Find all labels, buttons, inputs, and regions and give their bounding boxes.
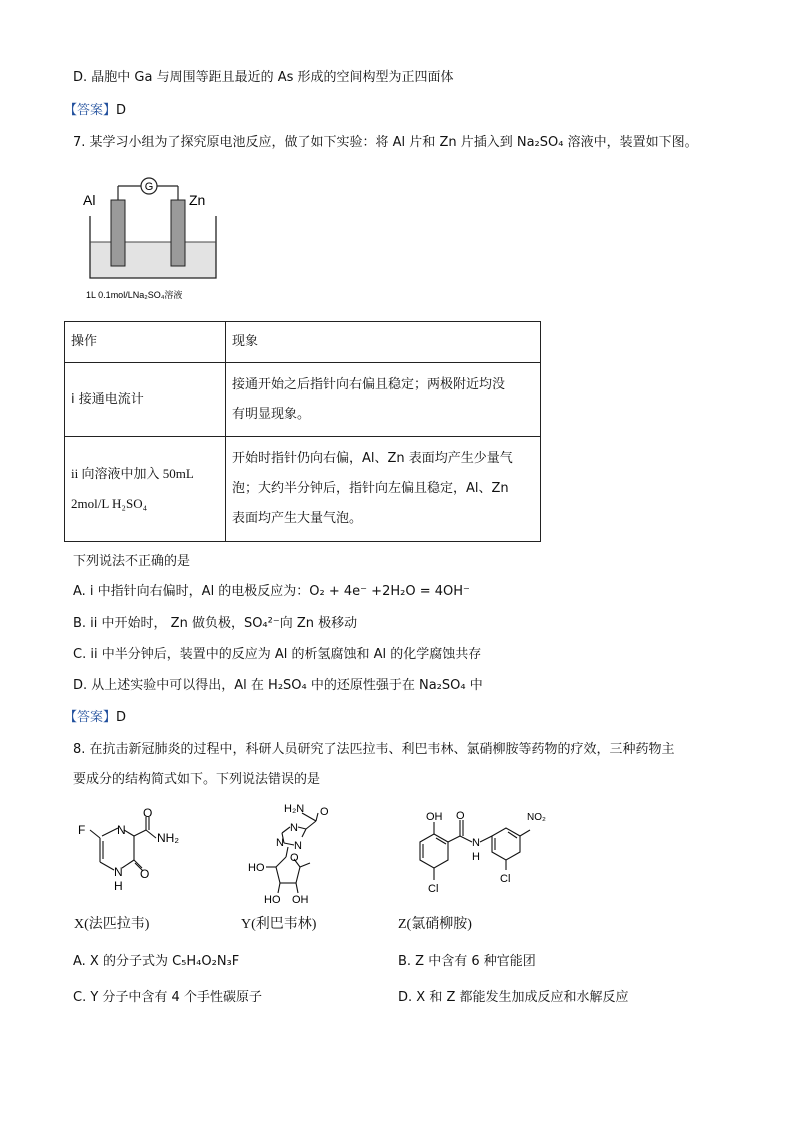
svg-text:HO: HO bbox=[264, 894, 281, 906]
svg-text:O: O bbox=[140, 867, 150, 881]
answer-value: D bbox=[116, 103, 127, 118]
al-label: Al bbox=[83, 192, 96, 208]
svg-text:OH: OH bbox=[426, 811, 443, 823]
answer-bracket: 【答案】 bbox=[64, 103, 117, 118]
solution-caption: 1L 0.1mol/LNa₂SO₄溶液 bbox=[86, 290, 183, 300]
row2-phenomenon: 开始时指针仍向右偏，Al、Zn 表面均产生少量气 泡；大约半分钟后，指针向左偏且稳定，Al、Zn 表面均产生大量气泡。 bbox=[226, 437, 541, 542]
structure-x-favipiravir bbox=[74, 808, 184, 900]
svg-text:NH₂: NH₂ bbox=[157, 831, 179, 845]
structure-z-niclosamide bbox=[412, 800, 562, 906]
q7-answer bbox=[64, 706, 126, 725]
header-phenomenon: 现象 bbox=[226, 322, 541, 363]
svg-text:O: O bbox=[143, 808, 153, 820]
answer-bracket: 【答案】 bbox=[64, 710, 117, 725]
q8-option-c: C. Y 分子中含有 4 个手性碳原子 bbox=[73, 990, 262, 1005]
svg-text:H₂N: H₂N bbox=[284, 803, 305, 815]
q7-prompt: 下列说法不正确的是 bbox=[73, 554, 191, 569]
caption-z: Z(氯硝柳胺) bbox=[398, 917, 472, 932]
row1-phenomenon: 接通开始之后指针向右偏且稳定；两极附近均没 有明显现象。 bbox=[226, 363, 541, 437]
q8-stem-line1: 8. 在抗击新冠肺炎的过程中，科研人员研究了法匹拉韦、利巴韦林、氯硝柳胺等药物的疗效，三种药物主 bbox=[73, 742, 675, 757]
svg-text:N: N bbox=[472, 837, 480, 849]
prev-answer bbox=[64, 99, 126, 118]
caption-y: Y(利巴韦林) bbox=[241, 917, 317, 932]
prev-option-d: D. 晶胞中 Ga 与周围等距且最近的 As 形成的空间构型为正四面体 bbox=[73, 70, 454, 85]
svg-text:N: N bbox=[276, 837, 284, 849]
electrolyte-solution bbox=[90, 242, 216, 278]
q8-option-b: B. Z 中含有 6 种官能团 bbox=[398, 954, 536, 969]
q8-option-d: D. X 和 Z 都能发生加成反应和水解反应 bbox=[398, 990, 629, 1005]
answer-value: D bbox=[116, 710, 127, 725]
header-operation: 操作 bbox=[65, 322, 226, 363]
q7-option-d: D. 从上述实验中可以得出，Al 在 H₂SO₄ 中的还原性强于在 Na₂SO₄ 中 bbox=[73, 678, 483, 693]
svg-text:NO₂: NO₂ bbox=[527, 812, 546, 823]
svg-text:OH: OH bbox=[292, 894, 309, 906]
row1-operation: i 接通电流计 bbox=[65, 363, 226, 437]
zn-label: Zn bbox=[189, 192, 206, 208]
svg-text:N: N bbox=[294, 840, 302, 852]
svg-text:N: N bbox=[114, 865, 123, 879]
caption-x: X(法匹拉韦) bbox=[74, 917, 150, 932]
zn-electrode bbox=[171, 200, 185, 266]
svg-text:O: O bbox=[456, 810, 465, 822]
q8-option-a: A. X 的分子式为 C₅H₄O₂N₃F bbox=[73, 954, 240, 969]
svg-text:HO: HO bbox=[248, 862, 265, 874]
svg-text:O: O bbox=[320, 806, 329, 818]
q7-stem: 7. 某学习小组为了探究原电池反应，做了如下实验：将 Al 片和 Zn 片插入到 Na₂SO₄ 溶液中，装置如下图。 bbox=[73, 135, 698, 150]
q7-option-c: C. ii 中半分钟后，装置中的反应为 Al 的析氢腐蚀和 Al 的化学腐蚀共存 bbox=[73, 647, 482, 662]
al-electrode bbox=[111, 200, 125, 266]
row2-operation: ii 向溶液中加入 50mL 2mol/L H₂SO₄ bbox=[65, 437, 226, 542]
q7-option-a: A. i 中指针向右偏时，Al 的电极反应为：O₂ + 4e⁻ +2H₂O = 4OH⁻ bbox=[73, 584, 470, 599]
svg-text:O: O bbox=[290, 852, 299, 864]
svg-text:F: F bbox=[78, 823, 86, 837]
galvanometer-label: G bbox=[144, 181, 154, 193]
q8-stem-line2: 要成分的结构简式如下。下列说法错误的是 bbox=[73, 772, 321, 787]
svg-text:H: H bbox=[114, 879, 123, 893]
experiment-table bbox=[64, 321, 541, 542]
svg-text:Cl: Cl bbox=[500, 873, 511, 885]
structure-y-ribavirin bbox=[238, 797, 346, 907]
svg-text:N: N bbox=[117, 823, 126, 837]
q7-option-b: B. ii 中开始时， Zn 做负极，SO₄²⁻向 Zn 极移动 bbox=[73, 616, 358, 631]
svg-text:N: N bbox=[290, 822, 298, 834]
svg-text:H: H bbox=[472, 851, 480, 863]
galvanic-cell-figure bbox=[80, 172, 230, 304]
svg-text:Cl: Cl bbox=[428, 883, 439, 895]
